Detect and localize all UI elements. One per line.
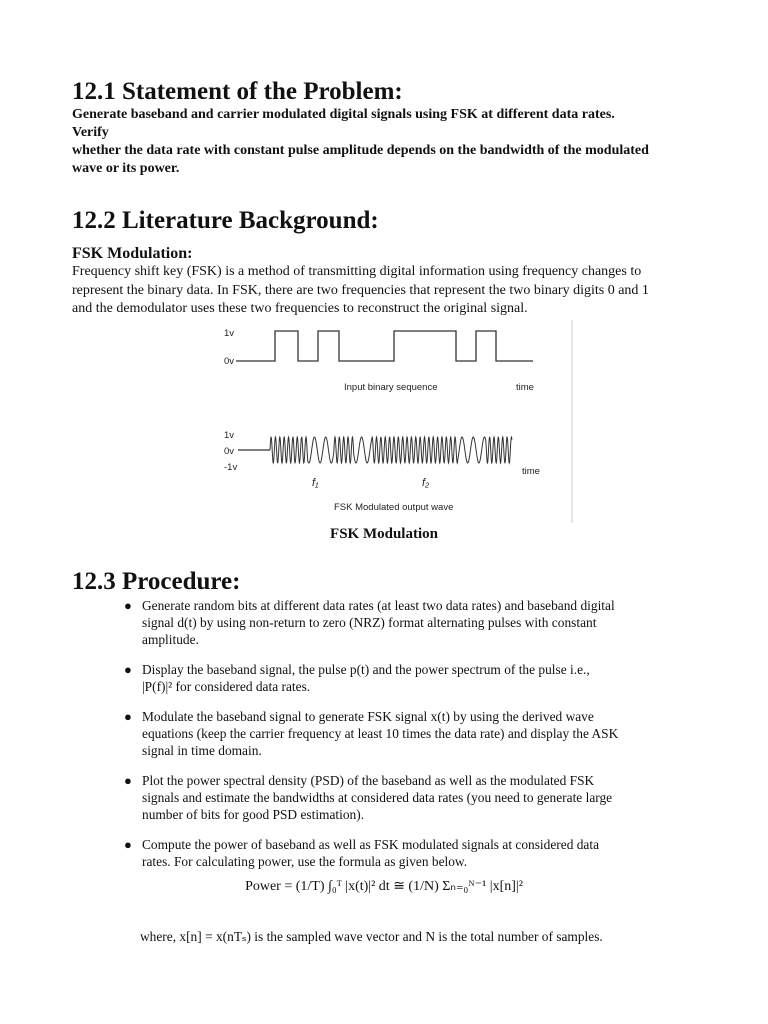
procedure-item-4-line-2: signals and estimate the bandwidths at considered data rates (you need to generate large <box>142 790 613 805</box>
fsk-paragraph-line-2: represent the binary data. In FSK, there are two frequencies that represent the two binary digits 0 and 1 <box>72 282 649 298</box>
top-1v-label: 1v <box>224 328 235 339</box>
fsk-output-wave-label: FSK Modulated output wave <box>334 502 454 513</box>
procedure-item-4-line-3: number of bits for good PSD estimation). <box>142 807 365 822</box>
procedure-item-3 <box>124 708 704 759</box>
section-12-3-title: 12.3 Procedure: <box>72 568 241 595</box>
procedure-item-4-line-1: Plot the power spectral density (PSD) of the baseband as well as the modulated FSK <box>142 773 595 788</box>
bullet-icon: ● <box>124 598 132 613</box>
procedure-item-5-line-2: rates. For calculating power, use the formula as given below. <box>142 854 468 869</box>
bullet-icon: ● <box>124 773 132 788</box>
power-formula: Power = (1/T) ∫₀ᵀ |x(t)|² dt ≅ (1/N) Σₙ₌₀ᴺ⁻¹ |x[n]|² <box>245 879 523 894</box>
fsk-figure <box>196 320 576 523</box>
procedure-item-5-line-1: Compute the power of baseband as well as FSK modulated signals at considered data <box>142 837 600 852</box>
f1-label: f₁ <box>312 477 319 489</box>
problem-line-4: wave or its power. <box>72 161 180 176</box>
bot-0v-label: 0v <box>224 446 235 457</box>
fsk-paragraph-line-1: Frequency shift key (FSK) is a method of transmitting digital information using frequency changes to <box>72 264 642 279</box>
procedure-item-1-line-2: signal d(t) by using non-return to zero (NRZ) format alternating pulses with constant <box>142 615 597 630</box>
fsk-paragraph <box>72 263 712 319</box>
procedure-item-1 <box>124 597 704 648</box>
top-time-label: time <box>516 382 534 393</box>
procedure-item-1-line-1: Generate random bits at different data rates (at least two data rates) and baseband digital <box>142 598 615 613</box>
bot-1v-label: 1v <box>224 430 235 441</box>
problem-line-2: Verify <box>72 125 109 140</box>
procedure-item-2-line-2: |P(f)|² for considered data rates. <box>142 679 311 694</box>
top-0v-label: 0v <box>224 356 235 367</box>
bot-time-label: time <box>522 466 540 477</box>
input-binary-sequence-label: Input binary sequence <box>344 382 438 393</box>
section-12-1-title: 12.1 Statement of the Problem: <box>72 78 403 105</box>
problem-line-3: whether the data rate with constant pulse amplitude depends on the bandwidth of the modulated <box>72 143 649 158</box>
procedure-item-3-line-1: Modulate the baseband signal to generate FSK signal x(t) by using the derived wave <box>142 709 594 724</box>
problem-line-1: Generate baseband and carrier modulated digital signals using FSK at different data rates. <box>72 107 615 122</box>
bullet-icon: ● <box>124 837 132 852</box>
procedure-item-3-line-3: signal in time domain. <box>142 743 262 758</box>
bullet-icon: ● <box>124 709 132 724</box>
formula-where-line: where, x[n] = x(nTₛ) is the sampled wave vector and N is the total number of samples. <box>140 929 603 944</box>
procedure-item-2-line-1: Display the baseband signal, the pulse p(t) and the power spectrum of the pulse i.e., <box>142 662 590 677</box>
bot-m1v-label: -1v <box>224 462 238 473</box>
fsk-paragraph-line-3: and the demodulator uses these two frequencies to reconstruct the original signal. <box>72 301 528 316</box>
procedure-list <box>124 597 704 870</box>
section-12-2-title: 12.2 Literature Background: <box>72 207 379 234</box>
bullet-icon: ● <box>124 662 132 677</box>
procedure-item-3-line-2: equations (keep the carrier frequency at least 10 times the data rate) and display the ASK <box>142 726 619 741</box>
f2-label: f₂ <box>422 477 430 489</box>
procedure-item-5 <box>124 836 704 870</box>
procedure-item-1-line-3: amplitude. <box>142 632 199 647</box>
procedure-item-4 <box>124 772 704 823</box>
procedure-item-2 <box>124 661 704 695</box>
problem-statement <box>72 106 712 178</box>
fsk-subtitle: FSK Modulation: <box>72 245 193 262</box>
figure-caption: FSK Modulation <box>330 526 438 542</box>
